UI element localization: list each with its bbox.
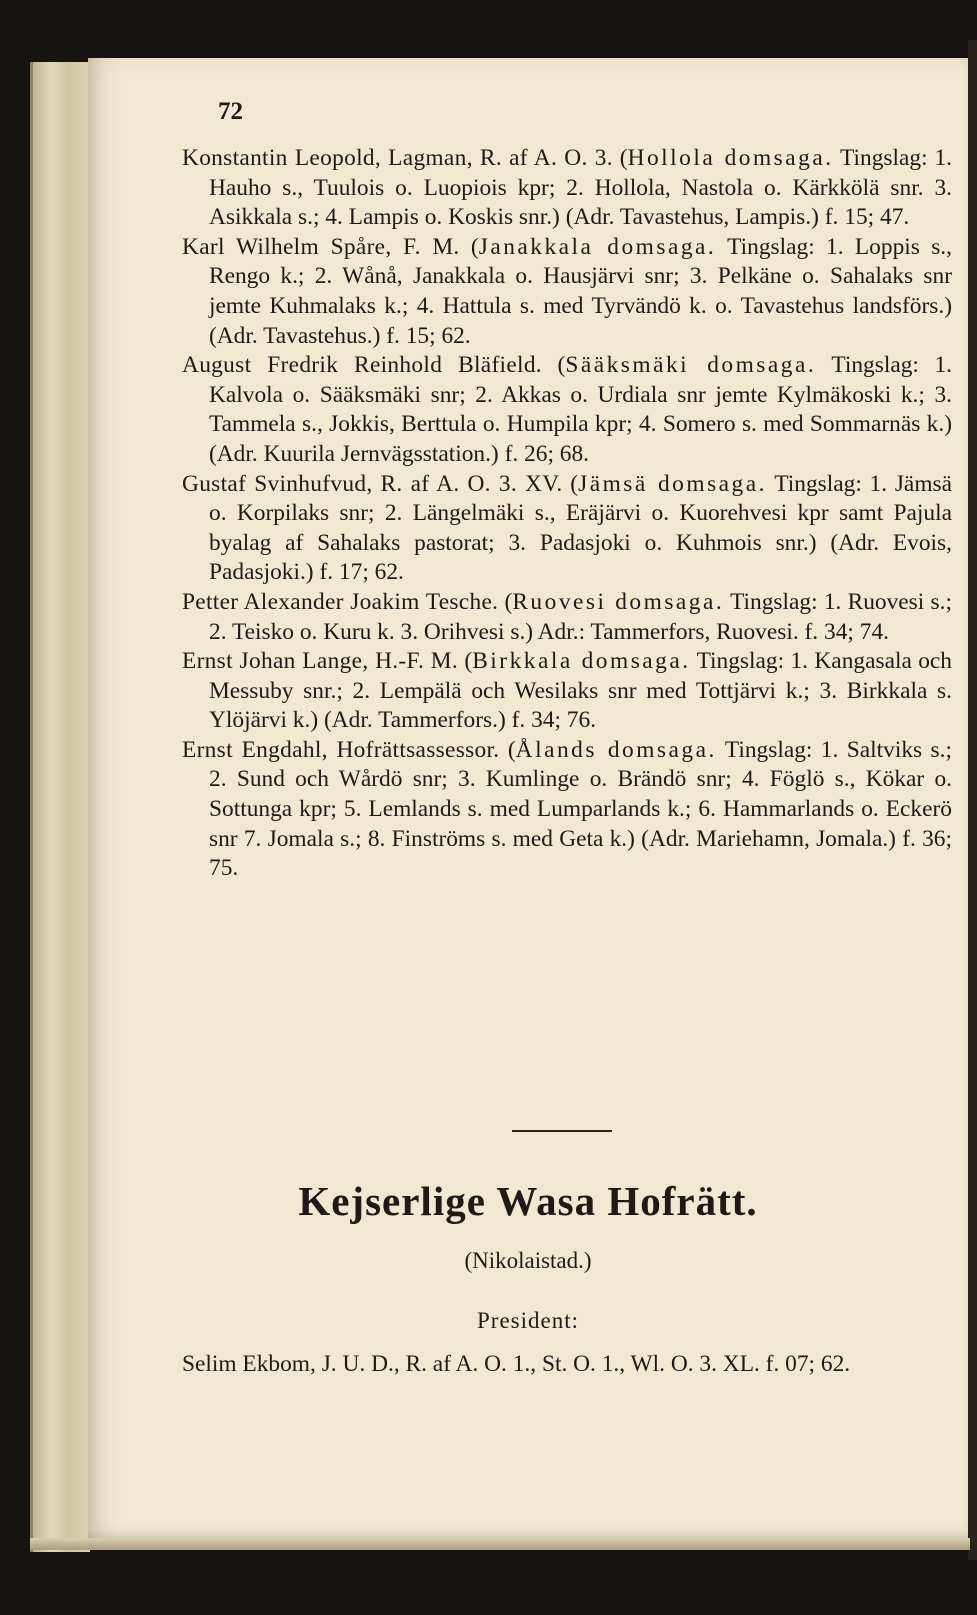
- district-details: Tingslag: 1. Kalvola o. Sääksmäki snr; 2. Akkas o. Urdiala snr jemte Kylmäkoski k.; 3. Tammela s., Jokkis, Berttula o. Humpila kpr; 4. Somero s. med Sommarnäs k.) (Adr. Kuurila Jernvägsstation.) f. 26; 68.: [209, 352, 952, 467]
- section-title: Kejserlige Wasa Hofrätt.: [298, 1178, 758, 1224]
- section-divider: [512, 1130, 612, 1132]
- court-district: Sääksmäki domsaga.: [565, 352, 817, 379]
- court-district: Hollola domsaga.: [627, 145, 834, 171]
- judge-name: August Fredrik Reinhold Bläfield.: [182, 352, 542, 379]
- judge-entry: Karl Wilhelm Spåre, F. M. (Janakkala domsaga. Tingslag: 1. Loppis s., Rengo k.; 2. Wånå, Janakkala o. Hausjärvi snr; 3. Pelkäne o. Sahalaks snr jemte Kuhmalaks k.; 4. Hattula s. med Tyrvändö k. o. Tavastehus landsförs.) (Adr. Tavastehus.) f. 15; 62.: [182, 233, 952, 349]
- court-district: Janakkala domsaga.: [478, 233, 717, 260]
- binding-edge: [30, 62, 33, 1552]
- judge-name: Gustaf Svinhufvud, R. af A. O. 3. XV.: [182, 470, 563, 497]
- court-district: Jämsä domsaga.: [578, 470, 767, 497]
- section-subtitle: (Nikolaistad.): [464, 1248, 592, 1273]
- judge-list: [182, 144, 952, 884]
- court-district: Ruovesi domsaga.: [512, 588, 725, 615]
- page-number: 72: [218, 98, 243, 125]
- judge-entry: Gustaf Svinhufvud, R. af A. O. 3. XV. (Jämsä domsaga. Tingslag: 1. Jämsä o. Korpilaks snr; 2. Längelmäki s., Eräjärvi o. Kuorehvesi kpr samt Pajula byalag af Sahalaks pastorat; 3. Padasjoki o. Kuhmois snr.) (Adr. Evois, Padasjoki.) f. 17; 62.: [182, 470, 952, 586]
- district-details: Tingslag: 1. Ruovesi s.; 2. Teisko o. Kuru k. 3. Orihvesi s.) Adr.: Tammerfors, Ruovesi. f. 34; 74.: [209, 588, 952, 645]
- book-spine-edge: [30, 62, 90, 1552]
- judge-entry: August Fredrik Reinhold Bläfield. (Sääksmäki domsaga. Tingslag: 1. Kalvola o. Sääksmäki snr; 2. Akkas o. Urdiala snr jemte Kylmäkoski k.; 3. Tammela s., Jokkis, Berttula o. Humpila kpr; 4. Somero s. med Sommarnäs k.) (Adr. Kuurila Jernvägsstation.) f. 26; 68.: [182, 352, 952, 467]
- judge-entry: Ernst Engdahl, Hofrättsassessor. (Ålands domsaga. Tingslag: 1. Saltviks s.; 2. Sund och Wårdö snr; 3. Kumlinge o. Brändö snr; 4. Föglö s., Kökar o. Sottunga kpr; 5. Lemlands s. med Lumparlands k.; 6. Hammarlands o. Eckerö snr 7. Jomala s.; 8. Finströms s. med Geta k.) (Adr. Mariehamn, Jomala.) f. 36; 75.: [182, 736, 952, 882]
- district-details: Tingslag: 1. Loppis s., Rengo k.; 2. Wånå, Janakkala o. Hausjärvi snr; 3. Pelkäne o. Sahalaks snr jemte Kuhmalaks k.; 4. Hattula s. med Tyrvändö k. o. Tavastehus landsförs.) (Adr. Tavastehus.) f. 15; 62.: [209, 233, 952, 349]
- president-entry: Selim Ekbom, J. U. D., R. af A. O. 1., St. O. 1., Wl. O. 3. XL. f. 07; 62.: [182, 1351, 851, 1377]
- district-details: Tingslag: 1. Jämsä o. Korpilaks snr; 2. Längelmäki s., Eräjärvi o. Kuorehvesi kpr samt Pajula byalag af Sahalaks pastorat; 3. Padasjoki o. Kuhmois snr.) (Adr. Evois, Padasjoki.) f. 17; 62.: [209, 470, 952, 586]
- judge-entry: Petter Alexander Joakim Tesche. (Ruovesi domsaga. Tingslag: 1. Ruovesi s.; 2. Teisko o. Kuru k. 3. Orihvesi s.) Adr.: Tammerfors, Ruovesi. f. 34; 74.: [182, 588, 952, 645]
- page-bottom-edge: [30, 1538, 970, 1550]
- page-edge-right: [968, 40, 977, 1560]
- judge-name: Petter Alexander Joakim Tesche.: [182, 588, 499, 615]
- court-district: Birkkala domsaga.: [472, 648, 691, 675]
- judge-entry: Ernst Johan Lange, H.-F. M. (Birkkala domsaga. Tingslag: 1. Kangasala och Messuby snr.; 2. Lempälä och Wesilaks snr med Tottjärvi k.; 3. Birkkala s. Ylöjärvi k.) (Adr. Tammerfors.) f. 34; 76.: [182, 648, 952, 734]
- judge-name: Ernst Johan Lange, H.-F. M.: [182, 648, 459, 675]
- judge-entry: Konstantin Leopold, Lagman, R. af A. O. 3. (Hollola domsaga. Tingslag: 1. Hauho s., Tuulois o. Luopiois kpr; 2. Hollola, Nastola o. Kärkkölä snr. 3. Asikkala s.; 4. Lampis o. Koskis snr.) (Adr. Tavastehus, Lampis.) f. 15; 47.: [182, 145, 952, 231]
- district-details: Tingslag: 1. Kangasala och Messuby snr.; 2. Lempälä och Wesilaks snr med Tottjärvi k.; 3. Birkkala s. Ylöjärvi k.) (Adr. Tammerfors.) f. 34; 76.: [209, 648, 952, 734]
- judge-name: Karl Wilhelm Spåre, F. M.: [182, 233, 460, 260]
- court-district: Ålands domsaga.: [515, 736, 717, 763]
- role-heading: President:: [477, 1308, 579, 1333]
- district-details: Tingslag: 1. Saltviks s.; 2. Sund och Wårdö snr; 3. Kumlinge o. Brändö snr; 4. Föglö s., Kökar o. Sottunga kpr; 5. Lemlands s. med Lumparlands k.; 6. Hammarlands o. Eckerö snr 7. Jomala s.; 8. Finströms s. med Geta k.) (Adr. Mariehamn, Jomala.) f. 36; 75.: [209, 736, 952, 882]
- judge-name: Ernst Engdahl, Hofrättsassessor.: [182, 736, 500, 763]
- judge-name: Konstantin Leopold, Lagman, R. af A. O. 3.: [182, 145, 613, 171]
- book-page: [88, 58, 968, 1538]
- district-details: Tingslag: 1. Hauho s., Tuulois o. Luopiois kpr; 2. Hollola, Nastola o. Kärkkölä snr. 3. Asikkala s.; 4. Lampis o. Koskis snr.) (Adr. Tavastehus, Lampis.) f. 15; 47.: [209, 145, 952, 231]
